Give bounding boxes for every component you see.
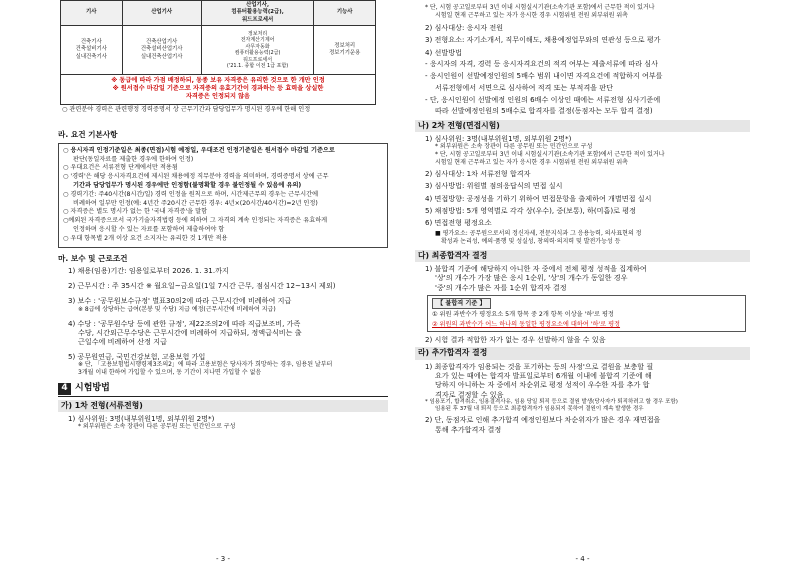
ra-title: 라) 추가합격자 결정 [415,347,750,359]
section-ma-title: 마. 보수 및 근로조건 [58,253,128,263]
section-ra-title: 라. 요건 기본사항 [58,129,118,139]
da-title: 다) 최종합격자 결정 [415,250,750,262]
requirement-line: ○ 자격증은 별도 명시가 없는 한 '국내 자격증'을 말함 [63,208,208,216]
na-line: 6) 면접전형 평정요소 [425,218,492,228]
top-line: * 단, 시험 공고일로부터 3년 이내 시험실시기관(소속기관 포함)에서 근무한 적이 있거나 [425,4,655,11]
ma-line: 수당, 시간외근무수당은 근무시간에 비례하여 지급하되, 정액급식비는 출 [78,327,302,337]
table-cell: 정보처리 정보기기운용 [314,26,376,75]
ra-line: 당하지 아니하는 자 중에서 차순위로 평정 성적이 우수한 자를 추가 합 [435,380,650,390]
na-line: 5) 채점방법: 5개 영역별로 각각 상(우수), 중(보통), 하(미흡)로 평정 [425,206,636,216]
ma-line: 2) 근무시간 : 주 35시간 ※ 월요일~금요일(1일 7시간 근무, 점심시간 12~13시 제외) [68,280,336,290]
ma-line: 3) 보수 : '공무원보수규정' 별표30의2에 따라 근무시간에 비례하여 지급 [68,296,292,306]
top-line: 따라 선발예정인원의 5배수로 합격자를 결정(동점자는 모두 합격 결정) [435,106,653,116]
qualification-table [60,0,376,75]
table-header: 산업기사, 컴퓨터활용능력(2급), 워드프로세서 [201,1,314,26]
na-line: * 외부위원은 소속 장관이 다른 공무원 또는 민간인으로 구성 [435,143,593,151]
fail-criteria-heading: 【 불합격 기준 】 [432,298,491,309]
ra-line: 격자로 결정할 수 있음 [435,389,504,399]
table-header: 산업기사 [122,1,201,26]
na-line: 2) 심사대상: 1차 서류전형 합격자 [425,169,531,179]
da-line: '상'의 개수가 가장 많은 응시 1순위, '상'의 개수가 동일한 경우 [435,273,628,283]
qualification-notice [60,75,376,105]
top-line: - 응시인원이 선발예정인원의 5배수 범위 내이면 자격요건에 적합하지 여부를 [425,71,663,81]
na-line: 1) 심사위원: 3명(내부위원1명, 외부위원 2명*) [425,133,572,143]
table-cell: 정보처리 전자계산기제어 사무자동화 컴퓨터활용능력(2급) 워드프로세서 ('21.1. 종합 이전 1급 포함) [201,26,314,75]
top-line: 4) 선발방법 [425,47,462,57]
requirement-line: ○ '경력'은 해당 응시자격요건에 제시된 채용예정 직무분야 경력을 의미하며, 경력증명서 상에 근무 [63,173,329,181]
ga-title: 가) 1차 전형(서류전형) [58,400,388,412]
ma-line: 4) 수당 : '공무원수당 등에 관한 규정', 제22조의2에 따라 직급보조비, 가족 [68,318,301,328]
da-line: '중'의 개수가 많은 자를 1순위 합격자 결정 [435,282,567,292]
ra-line: 요가 있는 때에는 합격자 발표일로부터 6개월 이내에 불합격 기준에 해 [435,370,652,380]
ga-line: 1) 심사위원: 3명(내부위원1명, 외부위원 2명*) [68,413,215,423]
requirement-line: ○ 경력기간: 주40시간(8시간/일) 경력 인정을 원칙으로 하며, 시간제근무의 경우는 근무시간에 [63,190,319,198]
requirement-line: ○예외된 자격증으로서 국가기술자격법령 등에 의하여 그 자격의 계속 인정되는 자격증은 유효하게 [63,217,328,225]
table-header: 기능사 [314,1,376,26]
top-line: - 단, 응시인원이 선발예정 인원의 6배수 이상인 때에는 서류전형 심사기준에 [425,94,661,104]
ra-line: 임용된 후 37월 내 퇴직 등으로 최종합격자가 임용되지 못하여 결원이 계속 발생한 경우 [435,406,644,413]
notice-line: ※ 원서접수 마감일 기준으로 자격증의 유효기간이 경과하는 등 효력을 상실한 [112,85,324,93]
top-line: 3) 전형요소: 자기소개서, 직무이해도, 채용예정업무와의 연관성 등으로 평가 [425,35,661,45]
ma-line: 5) 공무원연금, 국민건강보험, 고용보험 가입 [68,351,206,361]
fail-criteria-item: ② 위원의 과반수가 어느 하나의 동일한 평정요소에 대하여 '하'로 평정 [432,320,621,328]
requirement-line: 비례하여 일부만 인정(예: 4년간 주20시간 근무한 경우: 4년×(20시간/40시간)=2년 인정) [73,199,318,207]
ra-line: * 임용포기, 합격취소, 임용결격사유, 임용 당일 퇴직 등으로 결원 발생(당사자가 퇴직하려고 할 경우 포함) [425,398,678,405]
section-number: 4 [58,383,71,395]
right-page [415,0,750,566]
ma-line: 근일수에 비례하여 산정 지급 [78,337,167,347]
section-4-heading [58,383,388,397]
na-line: ■ 평가요소: 공무원으로서의 정신자세, 전문지식과 그 응용능력, 의사표현의 정 [435,229,642,237]
ma-line: 1) 채용(임용)기간: 임용일로부터 2026. 1. 31.까지 [68,265,229,275]
top-line: 시험일 현재 근무하고 있는 자가 응시한 경우 시험위원 전원 외부위원 위촉 [435,11,628,19]
notice-line: ※ 동급에 따라 가점 배정하되, 동종 보유 자격증은 유리한 것으로 한 개만 인정 [111,77,325,84]
requirement-line: ○ 우대요건은 서류전형 단계에서만 적용됨 [63,164,178,172]
notice-tail: ○ 관련분야 경력은 관련행정 경력증명서 상 근무기간과 담당업무가 명시된 경우에 한해 인정 [62,105,311,113]
requirement-box [58,143,388,248]
na-line: * 단, 시험 공고일로부터 3년 이내 시험실시기관(소속기관 포함)에서 근무한 적이 있거나 [435,151,665,159]
ma-line: 3개월 이내 한하여 가입할 수 있으며, 동 기간이 지나면 가입할 수 없음 [78,368,262,376]
top-line: - 응시자의 자격, 경력 등 응시자격요건의 적격 여부는 제출서류에 따라 심사 [425,58,658,68]
table-cell: 건축기사 건축설비기사 실내건축기사 [61,26,123,75]
da-line: 1) 불합격 기준에 해당하지 아니한 자 중에서 전체 평정 성적을 집계하여 [425,263,647,273]
top-line: 서류전형에서 서면으로 심사하여 적격 또는 부적격을 판단 [435,82,613,92]
section-title: 시험방법 [75,382,110,393]
requirement-line: 인정하며 응시할 수 있는 자료를 포함하여 제출하여야 함 [73,225,225,233]
ma-line: ※ 단, 「고용보험법시행령제3조의2」에 따라 고용보험은 당사자가 희망하는 경우, 임용된 날부터 [78,360,333,368]
fail-criteria-item: ① 위원 과반수가 평정요소 5개 항목 중 2개 항목 이상을 '하'로 평정 [432,311,614,319]
notice-line: 자격증은 인정되지 않음 [185,93,251,101]
requirement-line: 판단(동일자료를 제출한 경우에 한하여 인정) [73,155,194,163]
ra-line: 통해 추가합격자 결정 [435,424,502,434]
ga-line: * 외부위원은 소속 장관이 다른 공무원 또는 민간인으로 구성 [78,423,236,431]
ma-line: ※ 8급에 상당하는 급여(본봉 및 수당) 지급 예정(근무시간에 비례하여 지급) [78,305,276,313]
table-cell: 건축산업기사 건축설비산업기사 실내건축산업기사 [122,26,201,75]
fail-criteria-box [427,295,746,332]
ra-line: 1) 최종합격자가 임용되는 것을 포기하는 등의 사정'으로 결원을 보충할 필 [425,361,654,371]
na-title: 나) 2차 전형(면접시험) [415,120,750,132]
requirement-line: ○ 우대 항목별 2개 이상 요건 소지자는 유리한 것 1개만 적용 [63,234,228,242]
da-tail: 2) 시험 결과 적합한 자가 없는 경우 선발하지 않을 수 있음 [425,334,606,344]
top-line: 2) 심사대상: 응시자 전원 [425,22,504,32]
na-line: 확성과 논리성, 예의·품행 및 성실성, 창의력·의지력 및 발전가능성 등 [441,237,621,245]
na-line: 4) 면접방향: 공정성을 기하기 위하여 면접문항을 출제하여 개별면접 실시 [425,193,652,203]
page-number: - 3 - [216,554,230,563]
requirement-line: 기간과 담당업무가 명시된 경우에만 인정함(불명확할 경우 불인정될 수 있음에 유의) [73,181,302,189]
table-header: 기사 [61,1,123,26]
ra-line: 2) 단, 동점자로 인해 추가합격 예정인원보다 차순위자가 많은 경우 재면접을 [425,415,661,425]
left-page [58,0,388,566]
page-number: - 4 - [575,554,590,563]
requirement-line: ○ 응시자격 인정기준일은 최종(면접)시험 예정일, 우대조건 인정기준일은 원서접수 마감일 기준으로 [63,146,335,154]
na-line: 3) 심사방법: 위원별 점의응답식의 면접 실시 [425,181,563,191]
na-line: 시험일 현재 근무하고 있는 자가 응시한 경우 시험위원 전원 외부위원 위촉 [435,159,628,167]
